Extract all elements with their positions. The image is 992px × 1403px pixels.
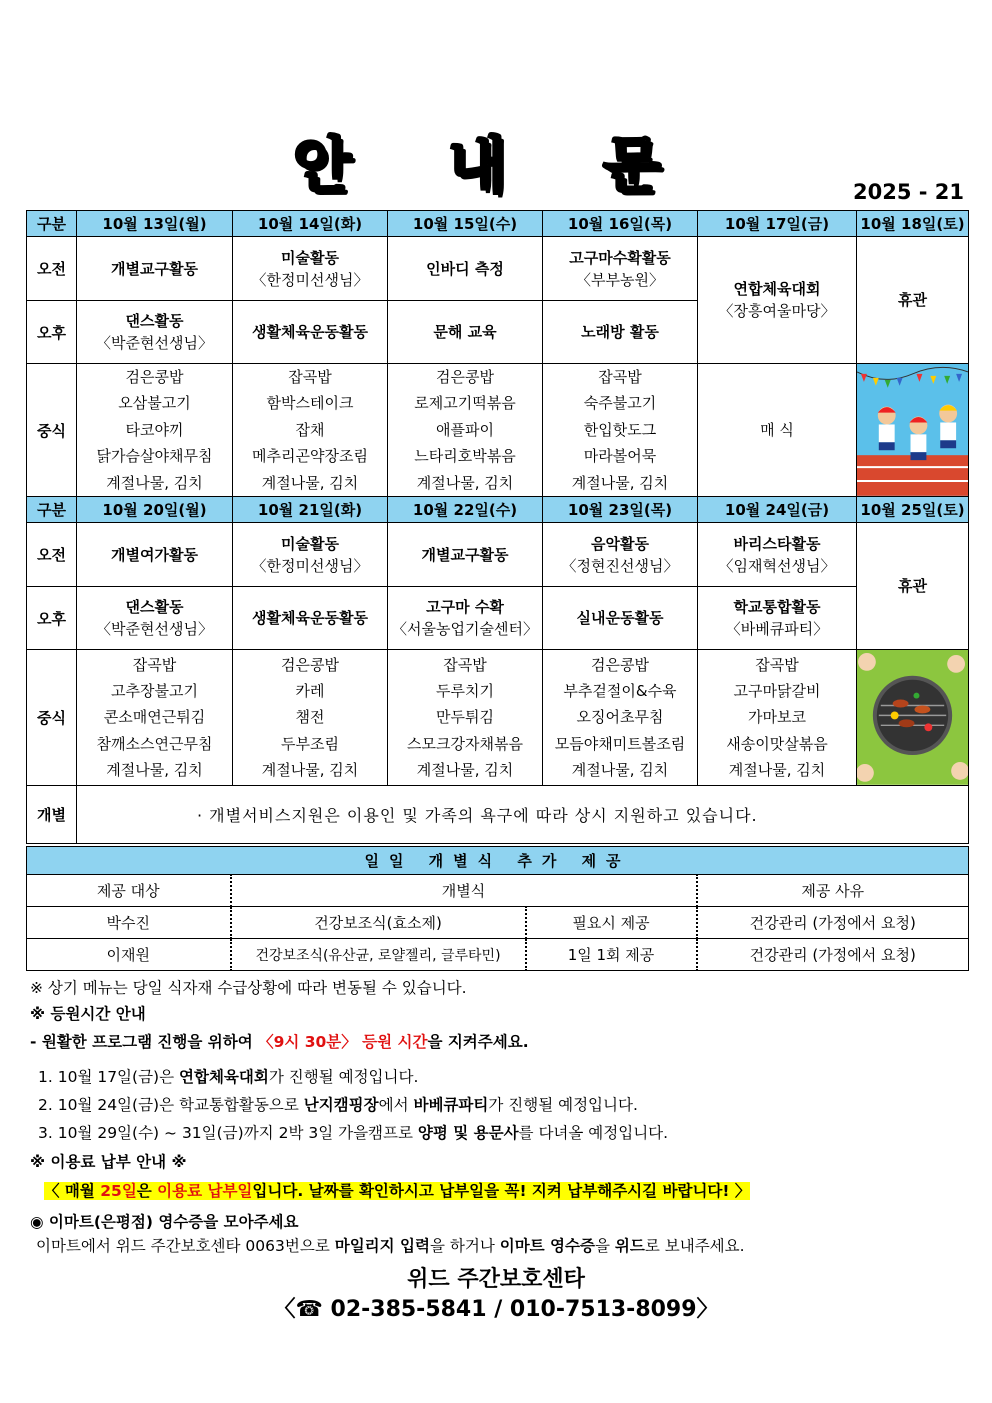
activity-cell: 인바디 측정: [388, 237, 543, 301]
header-cell: 10월 13일(월): [77, 211, 233, 237]
table-row: [27, 907, 969, 939]
activity-cell: 고구마수확활동 〈부부농원〉: [543, 237, 698, 301]
notice-item-2: 2. 10월 24일(금)은 학교통합활동으로 난지캠핑장에서 바베큐파티가 진행될 예정입니다.: [38, 1096, 638, 1114]
fee-title: ※ 이용료 납부 안내 ※: [30, 1153, 187, 1171]
individual-row: [27, 786, 969, 844]
emart-note: 이마트에서 위드 주간보호센타 0063번으로 마일리지 입력을 하거나 이마트 영수증을 위드로 보내주세요.: [36, 1237, 745, 1255]
header-cell: 구분: [27, 497, 77, 523]
header-cell: 개별식: [231, 875, 697, 907]
activity-cell: 댄스활동 〈박준현선생님〉: [77, 301, 233, 364]
activity-cell: 미술활동 〈한정미선생님〉: [233, 523, 388, 587]
week2-header-row: [27, 497, 969, 523]
table-cell: 건강관리 (가정에서 요청): [697, 939, 969, 971]
activity-cell: 개별여가활동: [77, 523, 233, 587]
header-cell: 구분: [27, 211, 77, 237]
header-cell: 10월 16일(목): [543, 211, 698, 237]
menu-cell: 검은콩밥 오삼불고기 타코야끼 닭가슴살야채무침 계절나물, 김치: [77, 364, 233, 497]
fee-note: 〈 매월 25일은 이용료 납부일입니다. 날짜를 확인하시고 납부일을 꼭! 지켜 납부해주시길 바랍니다! 〉: [44, 1182, 751, 1200]
row-label: 오전: [27, 237, 77, 301]
menu-cell: 잡곡밥 함박스테이크 잡채 메추리곤약장조림 계절나물, 김치: [233, 364, 388, 497]
menu-change-note: ※ 상기 메뉴는 당일 식자재 수급상황에 따라 변동될 수 있습니다.: [30, 979, 467, 997]
header-cell: 10월 14일(화): [233, 211, 388, 237]
row-label: 중식: [27, 650, 77, 786]
activity-cell: 댄스활동 〈박준현선생님〉: [77, 587, 233, 650]
week2-lunch-row: [27, 650, 969, 786]
header-cell: 10월 20일(월): [77, 497, 233, 523]
header-cell: 10월 25일(토): [857, 497, 969, 523]
week2-am-row: [27, 523, 969, 587]
header-cell: 제공 대상: [27, 875, 231, 907]
activity-cell: 생활체육운동활동: [233, 301, 388, 364]
activity-cell: 문해 교육: [388, 301, 543, 364]
table-cell: 박수진: [27, 907, 231, 939]
menu-cell: 검은콩밥 카레 챔전 두부조림 계절나물, 김치: [233, 650, 388, 786]
activity-cell: 개별교구활동: [77, 237, 233, 301]
row-label: 오후: [27, 301, 77, 364]
row-label: 중식: [27, 364, 77, 497]
menu-cell: 검은콩밥 부추겉절이&수육 오징어초무침 모듬야채미트볼조림 계절나물, 김치: [543, 650, 698, 786]
activity-cell: 노래방 활동: [543, 301, 698, 364]
header-cell: 10월 15일(수): [388, 211, 543, 237]
week1-am-row: [27, 237, 969, 301]
menu-cell: 잡곡밥 고추장불고기 콘소매연근튀김 참깨소스연근무침 계절나물, 김치: [77, 650, 233, 786]
extra-header-row: [27, 875, 969, 907]
week1-header-row: [27, 211, 969, 237]
page-title: 안 내 문: [293, 131, 699, 201]
header-cell: 10월 23일(목): [543, 497, 698, 523]
activity-cell: 개별교구활동: [388, 523, 543, 587]
closed-cell: 휴관: [857, 523, 969, 650]
center-phone: 〈☎ 02-385-5841 / 010-7513-8099〉: [273, 1297, 719, 1322]
header-cell: 제공 사유: [697, 875, 969, 907]
week2-pm-row: [27, 587, 969, 650]
row-label: 오후: [27, 587, 77, 650]
table-cell: 1일 1회 제공: [526, 939, 697, 971]
menu-cell: 잡곡밥 두루치기 만두튀김 스모크강자채볶음 계절나물, 김치: [388, 650, 543, 786]
table-row: [27, 939, 969, 971]
row-label: 오전: [27, 523, 77, 587]
menu-cell: 잡곡밥 숙주불고기 한입핫도그 마라볼어묵 계절나물, 김치: [543, 364, 698, 497]
table-cell: 건강보조식(유산균, 로얄젤리, 글루타민): [231, 939, 526, 971]
activity-cell: 고구마 수확 〈서울농업기술센터〉: [388, 587, 543, 650]
schedule-table: [26, 210, 969, 844]
table-cell: 건강보조식(효소제): [231, 907, 526, 939]
activity-cell: 실내운동활동: [543, 587, 698, 650]
row-label: 개별: [27, 786, 77, 844]
extra-meal-table: [26, 846, 969, 971]
extra-band-row: [27, 847, 969, 875]
header-cell: 10월 18일(토): [857, 211, 969, 237]
notice-item-3: 3. 10월 29일(수) ~ 31일(금)까지 2박 3일 가을캠프로 양평 및 용문사를 다녀올 예정입니다.: [38, 1124, 669, 1142]
header-cell: 10월 17일(금): [698, 211, 857, 237]
activity-cell: 생활체육운동활동: [233, 587, 388, 650]
table-cell: 건강관리 (가정에서 요청): [697, 907, 969, 939]
week1-lunch-row: [27, 364, 969, 497]
table-cell: 필요시 제공: [526, 907, 697, 939]
header-cell: 10월 22일(수): [388, 497, 543, 523]
individual-service-text: · 개별서비스지원은 이용인 및 가족의 욕구에 따라 상시 지원하고 있습니다.: [77, 786, 969, 844]
notice-item-1: 1. 10월 17일(금)은 연합체육대회가 진행될 예정입니다.: [38, 1068, 419, 1086]
menu-cell: 매 식: [698, 364, 857, 497]
arrival-title: ※ 등원시간 안내: [30, 1005, 146, 1023]
sports-day-illustration: [857, 364, 969, 497]
header-cell: 10월 24일(금): [698, 497, 857, 523]
activity-cell: 바리스타활동 〈임재혁선생님〉: [698, 523, 857, 587]
activity-cell: 학교통합활동 〈바베큐파티〉: [698, 587, 857, 650]
closed-cell: 휴관: [857, 237, 969, 364]
activity-cell: 연합체육대회 〈장흥여울마당〉: [698, 237, 857, 364]
arrival-note: - 원활한 프로그램 진행을 위하여 〈9시 30분〉 등원 시간을 지켜주세요.: [30, 1033, 529, 1051]
center-name: 위드 주간보호센타: [407, 1267, 585, 1292]
table-cell: 이재원: [27, 939, 231, 971]
barbecue-illustration: [857, 650, 969, 786]
activity-cell: 미술활동 〈한정미선생님〉: [233, 237, 388, 301]
header-cell: 10월 21일(화): [233, 497, 388, 523]
emart-title: ◉ 이마트(은평점) 영수증을 모아주세요: [30, 1213, 299, 1231]
menu-cell: 잡곡밥 고구마닭갈비 가마보코 새송이맛살볶음 계절나물, 김치: [698, 650, 857, 786]
menu-cell: 검은콩밥 로제고기떡볶음 애플파이 느타리호박볶음 계절나물, 김치: [388, 364, 543, 497]
document-number: 2025 - 21: [852, 180, 964, 204]
activity-cell: 음악활동 〈정현진선생님〉: [543, 523, 698, 587]
extra-meal-title: 일일 개별식 추가 제공: [27, 847, 969, 875]
